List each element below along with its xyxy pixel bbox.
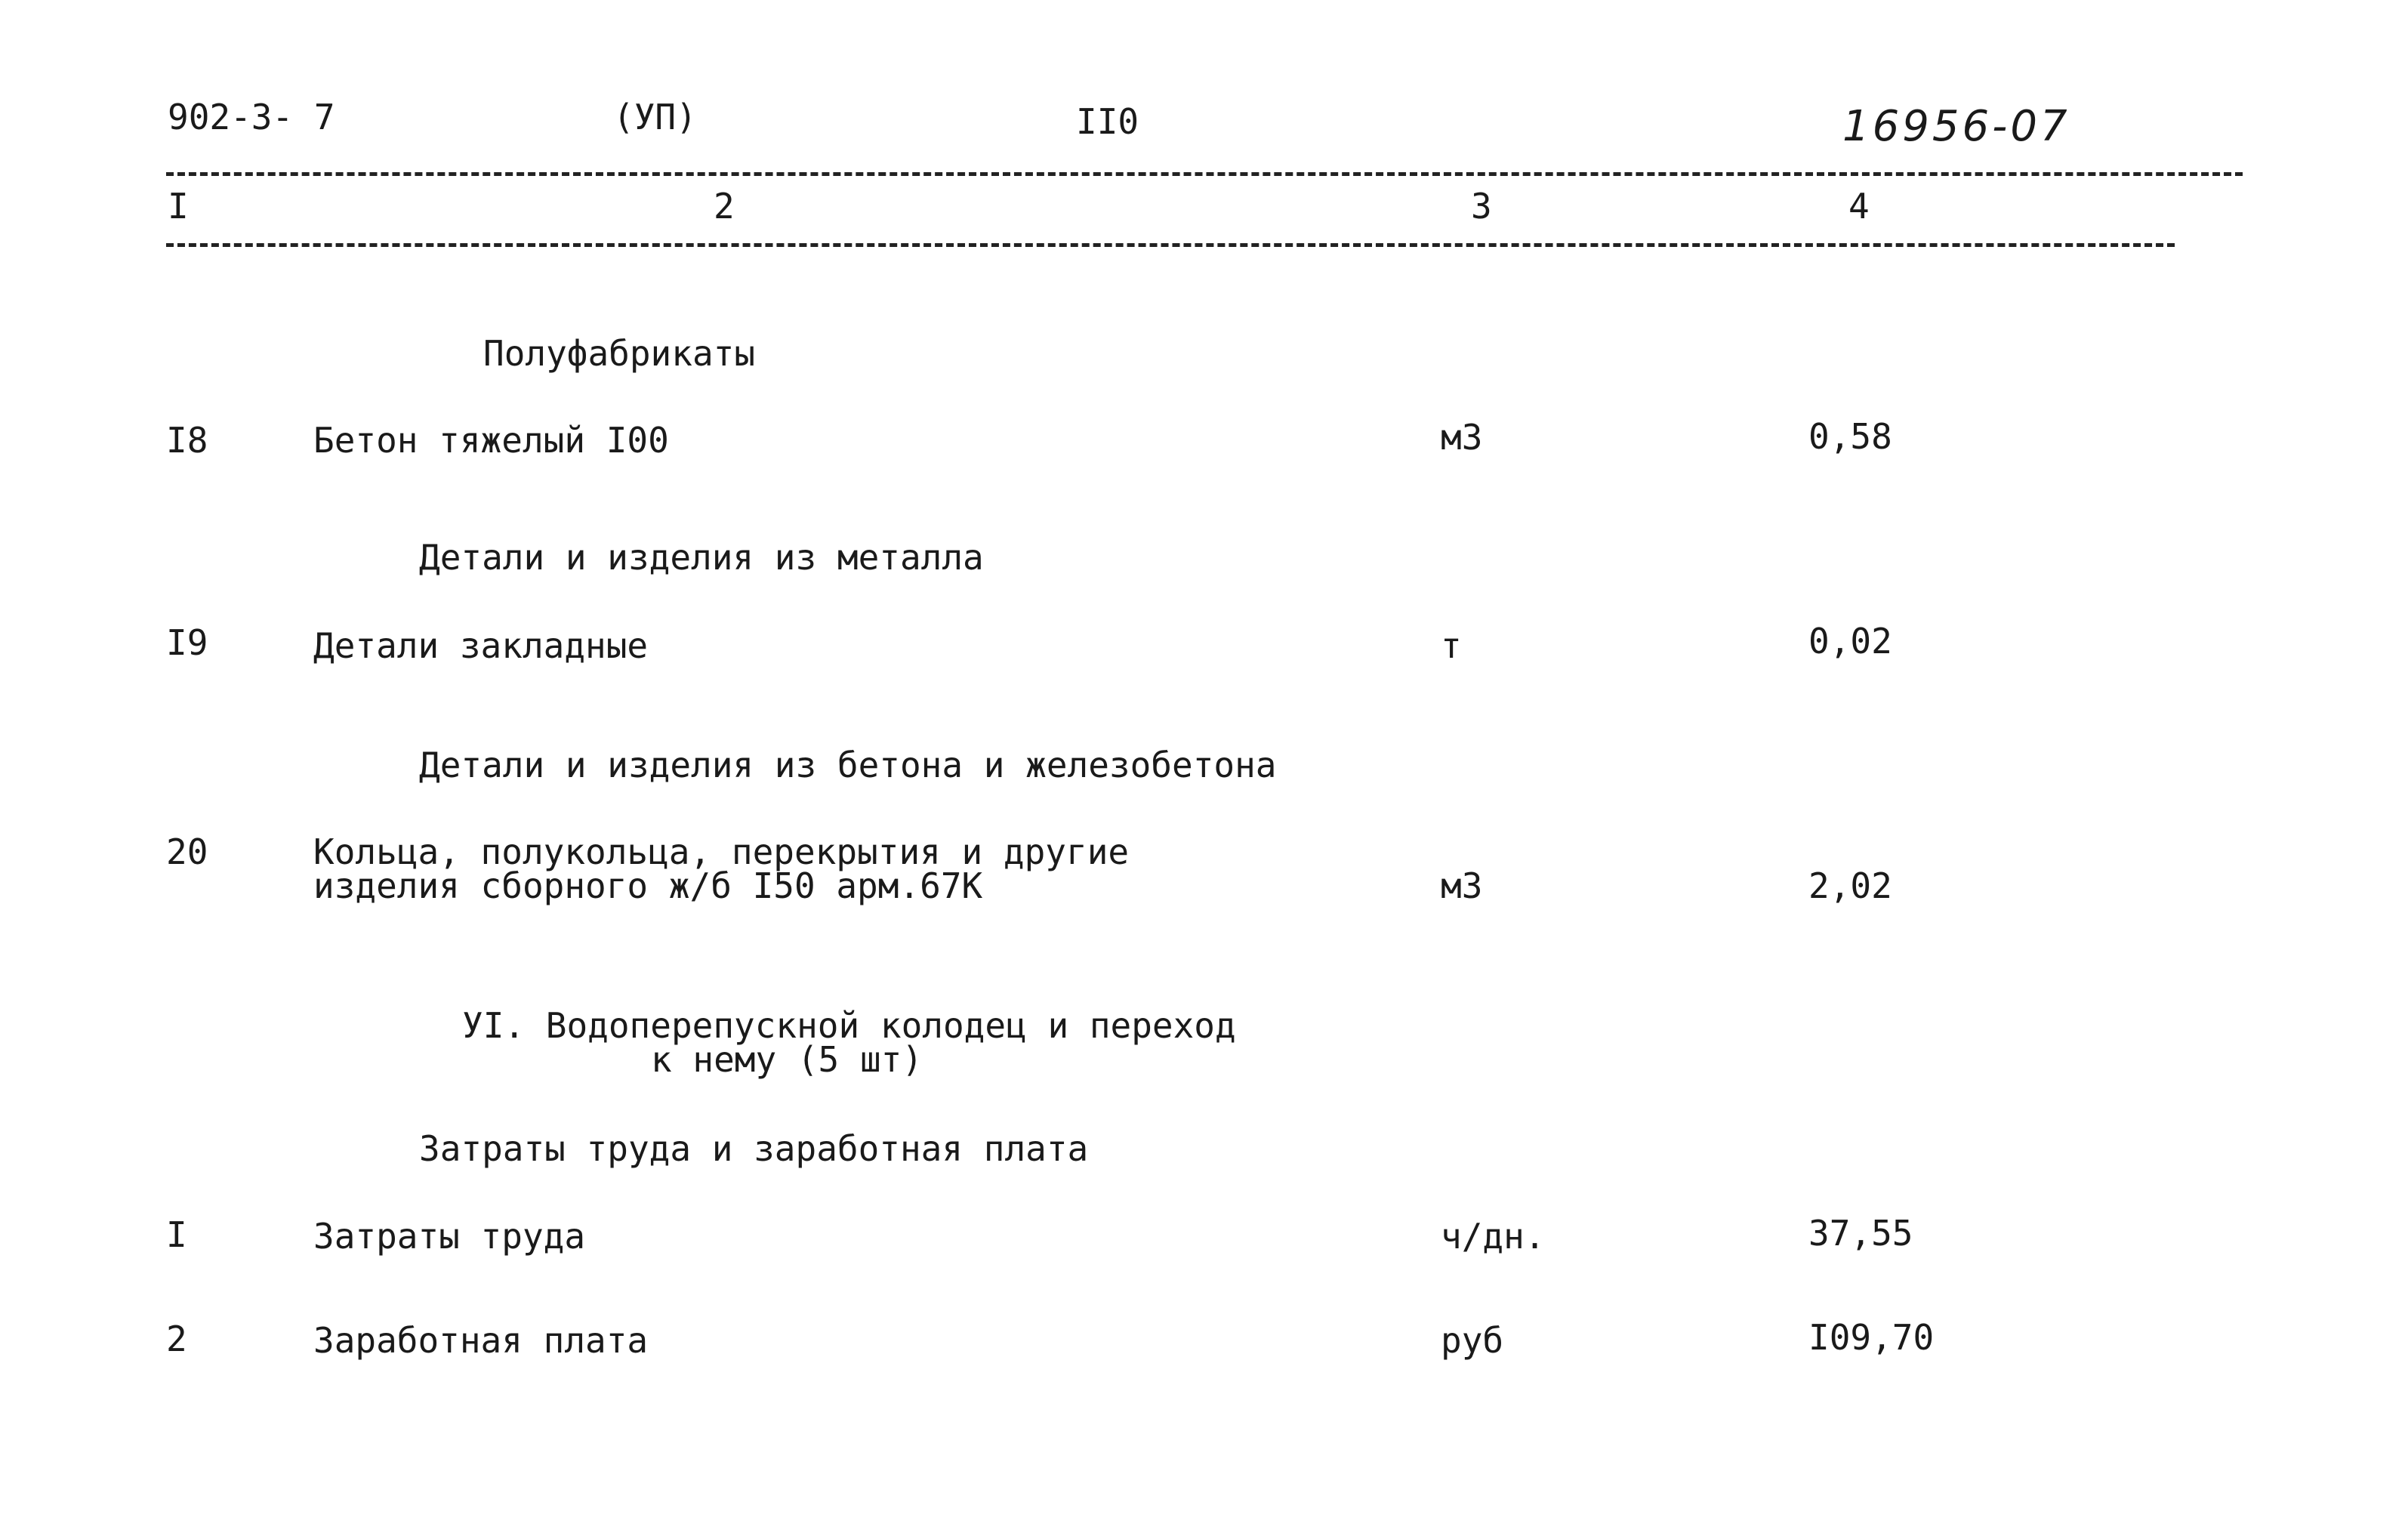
column-number-4: 4 <box>1848 186 1870 227</box>
section-heading: Затраты труда и заработная плата <box>419 1128 1089 1169</box>
row-unit: м3 <box>1441 417 1483 458</box>
document-code: 902-3- 7 <box>168 97 335 137</box>
header-rule-bottom <box>166 243 2175 247</box>
section-heading: Детали и изделия из металла <box>419 537 984 578</box>
row-quantity: 37,55 <box>1808 1213 1913 1254</box>
page-number: II0 <box>1076 101 1139 142</box>
row-number: 2 <box>166 1319 187 1359</box>
row-unit: т <box>1441 625 1462 666</box>
row-number: 20 <box>166 831 208 872</box>
header-rule-top <box>166 172 2243 176</box>
row-number: I <box>166 1214 187 1255</box>
row-unit: ч/дн. <box>1441 1216 1546 1257</box>
row-description: Детали закладные <box>313 625 649 666</box>
row-description: Бетон тяжелый I00 <box>313 420 669 461</box>
row-description: Затраты труда <box>313 1216 586 1257</box>
row-description-line-2: изделия сборного ж/б I50 арм.67К <box>313 865 983 906</box>
row-quantity: I09,70 <box>1808 1317 1935 1358</box>
row-unit: м3 <box>1441 865 1483 906</box>
chapter-title-line-2: к нему (5 шт) <box>651 1039 923 1080</box>
row-unit: руб <box>1441 1320 1504 1361</box>
section-heading: Детали и изделия из бетона и железобетона <box>419 745 1277 785</box>
stamp-number: 16956-07 <box>1842 102 2070 151</box>
row-number: I8 <box>166 420 208 461</box>
column-number-1: I <box>168 186 189 227</box>
row-description-line-1: Кольца, полукольца, перекрытия и другие <box>313 831 1130 872</box>
row-quantity: 0,58 <box>1808 416 1892 457</box>
row-number: I9 <box>166 622 208 663</box>
row-description: Заработная плата <box>313 1320 649 1361</box>
column-number-3: 3 <box>1471 186 1492 227</box>
row-quantity: 0,02 <box>1808 621 1892 662</box>
document-series: (УП) <box>613 97 697 137</box>
section-heading: Полуфабрикаты <box>483 333 756 374</box>
chapter-title-line-1: УI. Водоперепускной колодец и переход <box>462 1005 1236 1046</box>
row-quantity: 2,02 <box>1808 865 1892 906</box>
column-number-2: 2 <box>714 186 735 227</box>
